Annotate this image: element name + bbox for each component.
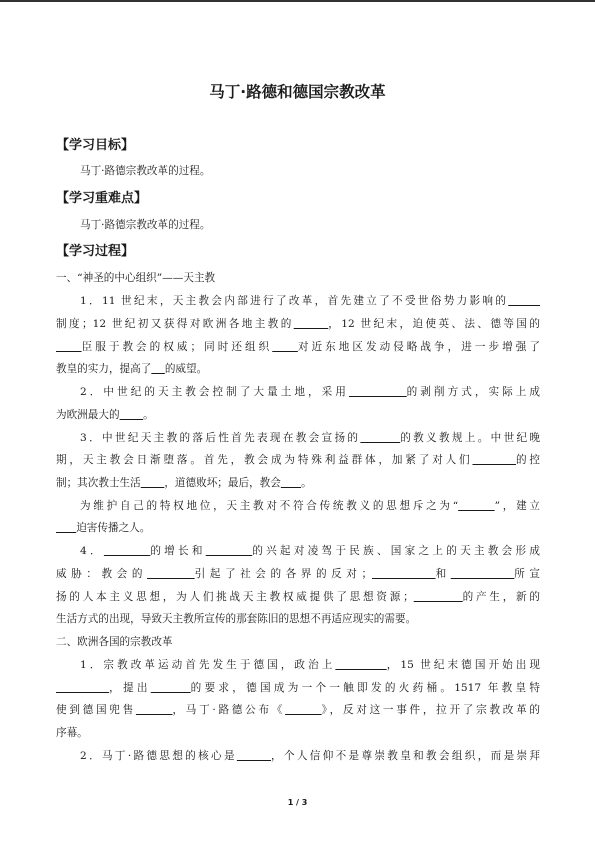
fill-in-blank [372, 568, 436, 580]
paragraph-line: 扬的人本主义思想，为人们挑战天主教权威提供了思想资源； 的产生，新的 [56, 591, 540, 603]
fill-in-blank [451, 568, 515, 580]
paragraph-line: 期，天主教会日渐堕落。首先，教会成为特殊利益群体，加紧了对人们 的控 [56, 454, 540, 466]
fill-in-blank [56, 682, 109, 694]
key-points-text: 马丁·路德宗教改革的过程。 [80, 219, 211, 231]
fill-in-blank [151, 363, 164, 375]
fill-in-blank [104, 545, 150, 557]
fill-in-blank [56, 341, 82, 353]
paragraph-line: 生活方式的出现，导致天主教所宣传的那套陈旧的思想不再适应现实的需要。 [56, 613, 417, 625]
paragraph-line: 4． 的增长和 的兴起对凌驾于民族、国家之上的天主教会形成 [80, 545, 540, 557]
paragraph-line: 制度；12 世纪初又获得对欧洲各地主教的 ，12 世纪末，迫使英、法、德等国的 [56, 318, 540, 330]
section-heading-catholic: 一、“神圣的中心组织”——天主教 [56, 272, 216, 284]
fill-in-blank [473, 454, 516, 466]
paragraph-line: 威胁：教会的 引起了社会的各界的反对； 和 所宣 [56, 568, 541, 580]
page-number: 1 / 3 [287, 798, 308, 807]
paragraph-line: ，提出 的要求，德国成为一个一触即发的火药桶。1517 年教皇特 [56, 681, 540, 695]
heading-key-points: 【学习重难点】 [56, 191, 148, 206]
fill-in-blank [414, 591, 463, 603]
paragraph-line: 制；其次教士生活 ，道德败坏；最后，教会 。 [56, 477, 312, 489]
top-border-line [0, 0, 595, 2]
fill-in-blank [335, 659, 386, 671]
fill-in-blank [272, 341, 298, 353]
fill-in-blank [147, 568, 195, 580]
learning-goals-text: 马丁·路德宗教改革的过程。 [80, 165, 211, 177]
fill-in-blank [285, 704, 322, 716]
fill-in-blank [360, 432, 400, 444]
fill-in-blank [136, 704, 173, 716]
paragraph-line: 3．中世纪天主教的落后性首先表现在教会宣扬的 的教义教规上。中世纪晚 [80, 432, 540, 444]
fill-in-blank [508, 295, 540, 307]
paragraph-line: 2．马丁·路德思想的核心是 ，个人信仰不是尊崇教皇和教会组织，而是崇拜 [80, 750, 540, 762]
paragraph-line: 臣服于教会的权威；同时还组织 对近东地区发动侵略战争，进一步增强了 [56, 340, 540, 354]
fill-in-blank [281, 477, 301, 489]
paragraph-line: 教皇的实力，提高了 的威望。 [56, 363, 208, 375]
heading-learning-goals: 【学习目标】 [56, 138, 135, 153]
heading-learning-process: 【学习过程】 [56, 244, 135, 259]
fill-in-blank [56, 522, 76, 534]
paragraph-line: 2．中世纪的天主教会控制了大量土地，采用 的剥削方式，实际上成 [80, 386, 540, 398]
fill-in-blank [458, 500, 495, 512]
paragraph-line: 为维护自己的特权地位，天主教对不符合传统教义的思想斥之为“ ”，建立 [80, 500, 540, 512]
fill-in-blank [120, 409, 144, 421]
paragraph-line: 1．宗教改革运动首先发生于德国，政治上 ，15 世纪末德国开始出现 [80, 659, 540, 671]
paragraph-line: 为欧洲最大的 。 [56, 409, 154, 421]
fill-in-blank [349, 386, 407, 398]
fill-in-blank [141, 477, 165, 489]
paragraph-line: 1．11 世纪末，天主教会内部进行了改革，首先建立了不受世俗势力影响的 [56, 294, 540, 308]
fill-in-blank [294, 318, 329, 330]
fill-in-blank [151, 682, 191, 694]
paragraph-line: 序幕。 [56, 727, 88, 739]
fill-in-blank [237, 750, 271, 762]
fill-in-blank [206, 545, 252, 557]
document-title: 马丁·路德和德国宗教改革 [209, 83, 386, 101]
paragraph-line: 使到德国兜售 ，马丁·路德公布《 》，反对这一事件，拉开了宗教改革的 [56, 704, 540, 716]
section-heading-reformation: 二、欧洲各国的宗教改革 [56, 636, 173, 648]
paragraph-line: 迫害传播之人。 [56, 521, 540, 535]
